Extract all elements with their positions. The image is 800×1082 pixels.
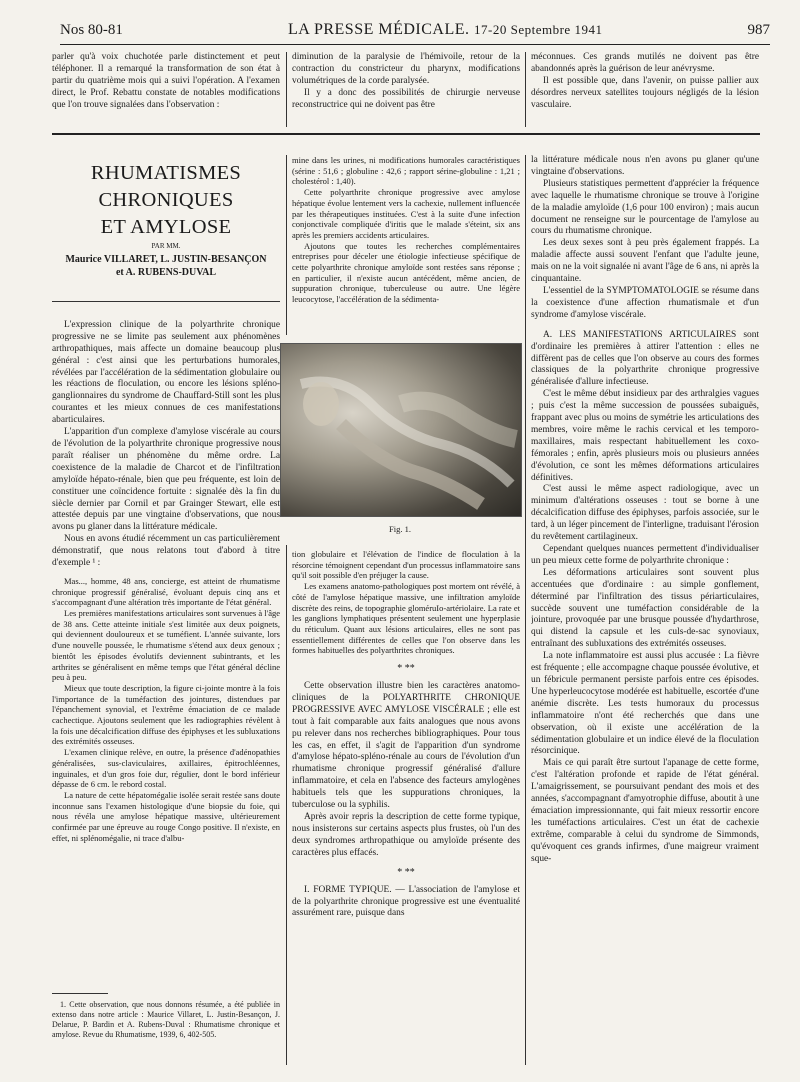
paragraph: la littérature médicale nous n'en avons pu glaner qu'une vingtaine d'observations. [531, 155, 759, 177]
article-column-2-top [292, 155, 520, 339]
paragraph: L'examen clinique relève, en outre, la présence d'adénopathies généralisées, sus-claviculaires, axillaires, épitrochléennes, inguinales, et d'un gros foie dur, régulier, dont le bord inférieur dépasse de 6 cm. le rebord costal. [52, 747, 280, 790]
paragraph: Mais ce qui paraît être surtout l'apanage de cette forme, c'est l'altération profonde et rapide de l'état général. L'amaigrissement, se poursuivant pendant des mois et des années, s'accompagnant d'amyotrophie diffuse, aboutit à une émaciation impressionnante, qui fait mieux ressortir encore les tuméfactions articulaires. C'est un état de cachexie extrême, comparable à celui du syndrome de Simmonds, qu'évoquent ces grands infirmes, d'une maigreur vraiment sque- [531, 758, 759, 864]
paragraph: méconnues. Ces grands mutilés ne doivent pas être abandonnés après la guérison de leur anévrysme. [531, 52, 759, 74]
paragraph: Nous en avons étudié récemment un cas particulièrement démonstratif, que nous relatons tout d'abord à titre d'exemple ¹ : [52, 534, 280, 569]
article-title-line-1: RHUMATISMES CHRONIQUES [90, 162, 242, 211]
paragraph: parler qu'à voix chuchotée parle distinctement et peut téléphoner. Il a remarqué la transformation de son état à partir du quatrième mois qui a suivi l'opération. A l'examen direct, le Prof. Rebattu constate de notables modifications que l'on trouve signalées dans l'observation : [52, 52, 280, 110]
paragraph: mine dans les urines, ni modifications humorales caractéristiques (sérine : 51,6 ; globuline : 42,6 ; rapport sérine-globuline : 1,21 ; cholestérol : 1,40). [292, 155, 520, 187]
paragraph: L'apparition d'un complexe d'amylose viscérale au cours de l'évolution de la polyarthrite chronique progressive nous paraît réaliser un phénomène du même ordre. La coexistence de la maladie de Charcot et de l'infiltration amyloïde hépato-rénale, bien que peu fréquente, est loin de constituer une coïncidence fortuite : signalée dès la fin du siècle dernier par Cornil et par Grainger Stewart, elle est attestée depuis par une vingtaine d'observations, que nous avons pu glaner dans la littérature médicale. [52, 427, 280, 533]
paragraph: Plusieurs statistiques permettent d'apprécier la fréquence avec laquelle le rhumatisme chronique se trouve à l'origine de la maladie amyloïde (1,6 pour 100 environ) ; mais aucun document ne renseigne sur le pourcentage de l'amylose au cours du rhumatisme chronique. [531, 178, 759, 237]
column-rule [525, 155, 526, 1065]
column-rule [286, 155, 287, 335]
journal-name: LA PRESSE MÉDICALE. [288, 21, 470, 38]
section-stars: * ** [397, 663, 415, 675]
patient-figure-icon [281, 344, 521, 516]
column-rule [286, 52, 287, 127]
paragraph: Les deux sexes sont à peu près également frappés. La maladie affecte aussi souvent l'enfant que l'adulte jeune, mais on ne la voit signalée ni avant l'âge de 6 ans, ni après la cinquantaine. [531, 238, 759, 285]
paragraph: I. FORME TYPIQUE. — L'association de l'amylose et de la polyarthrite chronique progressive est une éventualité assurément rare, puisque dans [292, 884, 520, 919]
paragraph: Mieux que toute description, la figure ci-jointe montre à la fois l'importance de la tuméfaction des jointures, distendues par l'épanchement synovial, et l'extrême émaciation de ce malade cachectique. Ajoutons seulement que les radiographies révèlent à la fois une décalcification diffuse des épiphyses et les subluxations des extrémités osseuses. [52, 682, 280, 747]
top-column-3 [531, 52, 759, 127]
top-column-2 [292, 52, 520, 127]
paragraph: tion globulaire et l'élévation de l'indice de floculation à la résorcine témoignent cependant d'un processus inflammatoire sans qu'il soit possible d'en préjuger la cause. [292, 549, 520, 581]
paragraph: Les premières manifestations articulaires sont survenues à l'âge de 38 ans. Cette atteinte initiale s'est limitée aux deux poignets, qui deviennent douloureux et se tuméfient. L'année suivante, lors d'une nouvelle poussée, le rhumatisme s'étend aux deux genoux ; bientôt les épisodes évolutifs deviennent subintrants, et les arthrites se généralisent en même temps que l'état général décline peu à peu. [52, 608, 280, 683]
paragraph: L'expression clinique de la polyarthrite chronique progressive ne se limite pas seulement aux phénomènes arthropathiques, mais affecte un domaine beaucoup plus général : c'est ainsi que les perturbations humorales, révélées par l'accélération de la sédimentation globulaire ou les réactions de floculation, ou encore les lésions spléno-ganglionnaires du syndrome de Chauffard-Still sont les plus courantes et les mieux connues de ces manifestations abarticulaires. [52, 319, 280, 426]
article-column-1 [52, 160, 280, 990]
top-column-1 [52, 52, 280, 127]
paragraph: Les examens anatomo-pathologiques post mortem ont révélé, à côté de l'amylose hépatique massive, une infiltration amyloïde discrète des reins, de topographie gloméruIo-artériolaire. La rate et les ganglions lymphatiques présentent seulement une hyperplasie du réticulum. Quant aux lésions articulaires, elles ne sont pas essentiellement différentes de celles que l'on observe dans les formes habituelles des polyarthrites chroniques. [292, 581, 520, 656]
paragraph: Cette polyarthrite chronique progressive avec amylose hépatique évolue lentement vers la cachexie, nullement influencée par les thérapeutiques instituées. C'est à la suite d'une infection conjonctivale compliquée d'iritis que le malade s'éteint, six ans après les premiers accidents articulaires. [292, 187, 520, 240]
page-header [60, 20, 770, 45]
article-column-3 [531, 155, 759, 1070]
paragraph: A. LES MANIFESTATIONS ARTICULAIRES sont d'ordinaire les premières à attirer l'attention : elles ne diffèrent pas de celles que l'on observe au cours des formes classiques de la polyarthrite chronique progressive généralisée d'allure infectieuse. [531, 329, 759, 388]
authors-line-1: Maurice VILLARET, L. JUSTIN-BESANÇON [65, 253, 267, 265]
by-line: PAR MM. [151, 242, 181, 250]
footnote-text: 1. Cette observation, que nous donnons résumée, a été publiée in extenso dans notre article : Maurice Villaret, L. Justin-Besançon, J. Delarue, P. Bardin et A. Rubens-Duval : Rhumatisme chronique et amylose. Revue du Rhumatisme, 1939, 6, 402-505. [52, 1000, 280, 1039]
figure-caption: Fig. 1. [389, 524, 411, 534]
issue-number: Nos 80-81 [60, 22, 123, 38]
authors-line-2: et A. RUBENS-DUVAL [115, 266, 217, 278]
column-rule [286, 545, 287, 1065]
paragraph: Il est possible que, dans l'avenir, on puisse pallier aux désordres nerveux satellites toujours négligés de la lésion vasculaire. [531, 75, 759, 110]
article-heading [52, 160, 280, 302]
column-rule [525, 52, 526, 127]
article-column-2-bottom [292, 549, 520, 1069]
issue-date: 17-20 Septembre 1941 [474, 22, 603, 37]
paragraph: C'est aussi le même aspect radiologique, avec un minimum d'altérations osseuses : tout se borne à une décalcification diffuse des épiphyses, parfois associée, sur le tard, à un léger pincement de l'interligne, traduisant l'érosion du revêtement cartilagineux. [531, 484, 759, 543]
paragraph: La nature de cette hépatomégalie isolée serait restée sans doute inconnue sans l'examen histologique d'une biopsie du foie, qui nous révéla une amylose hépatique massive, ultérieurement confirmée par une épreuve au rouge Congo positive. Il n'existe, en effet, ni splénomégalie, ni trace d'albu- [52, 790, 280, 843]
paragraph: C'est le même début insidieux par des arthralgies vagues ; puis c'est la même succession de poussées subaiguës, frappant avec plus ou moins de symétrie les articulations des membres, voire même le rachis cervical et les temporo-maxillaires, mais respectant habituellement les coxo-fémorales ; enfin, après plusieurs mois ou plusieurs années d'évolution, ce sont les mêmes déformations articulaires définitives. [531, 389, 759, 483]
footnote [52, 1000, 280, 1040]
paragraph: Mas..., homme, 48 ans, concierge, est atteint de rhumatisme chronique progressif généralisé, évoluant depuis cinq ans et s'accompagnant d'une altération très importante de l'état général. [52, 575, 280, 608]
paragraph: La note inflammatoire est aussi plus accusée : La fièvre est fréquente ; elle accompagne chaque poussée évolutive, et un fébricule permanent persiste parfois entre ces épisodes. Une hyperleucocytose modérée est habituelle, escortée d'une anémie discrète. Les tests humoraux du processus inflammatoire n'ont été recherchés que dans une observation, où il existe une accélération de la sédimentation globulaire et un indice élevé de la floculation résorcinique. [531, 651, 759, 757]
page-number: 987 [747, 22, 770, 38]
paragraph: L'essentiel de la SYMPTOMATOLOGIE se résume dans la coexistence d'une affection rhumatismale et d'un syndrome d'amylose viscérale. [531, 285, 759, 320]
journal-date [288, 21, 602, 39]
article-title-line-2: ET AMYLOSE [100, 216, 232, 238]
paragraph: Après avoir repris la description de cette forme typique, nous insisterons sur certains aspects plus frustes, où l'un des deux syndromes arthropathique ou amyloïde présente des caractères plus effacés. [292, 812, 520, 858]
paragraph: Les déformations articulaires sont souvent plus accentuées que d'ordinaire : au simple gonflement, déterminé par l'infiltration des tissus périarticulaires, succède souvent une tuméfaction considérable de la jointure, provoquée par une brusque poussée d'hydarthrose, qui distend la capsule et les culs-de-sac synoviaux, entraînant des subluxations des extrémités osseuses. [531, 567, 759, 650]
paragraph: Ajoutons que toutes les recherches complémentaires entreprises pour déceler une étiologie infectieuse spécifique de cette polyarthrite chronique amyloïde sont restées sans réponse ; en particulier, il n'existe aucun antécédent, même ancien, de suppuration chronique, tuberculeuse ou autre. Une légère leucocytose, l'accélération de la sédimenta- [292, 240, 520, 305]
paragraph: Cependant quelques nuances permettent d'individualiser un peu mieux cette forme de polyarthrite chronique : [531, 544, 759, 566]
paragraph: Cette observation illustre bien les caractères anatomo-cliniques de la POLYARTHRITE CHRONIQUE PROGRESSIVE AVEC AMYLOSE VISCÉRALE ; elle est tout à fait comparable aux faits analogues que nous avons pu relever dans nos recherches bibliographiques. Pour tous les cas, en effet, il s'agit de l'apparition d'un syndrome d'amylose hépato-spléno-rénale au cours de l'évolution d'un rhumatisme chronique progressif généralisé d'allure inflammatoire, et cela en l'absence des facteurs amylogènes habituels tels que les suppurations chroniques, la tuberculose ou la syphilis. [292, 681, 520, 811]
section-stars: * ** [397, 866, 415, 878]
case-report [52, 576, 280, 844]
section-divider [52, 133, 760, 135]
paragraph: Il y a donc des possibilités de chirurgie nerveuse reconstructrice qui ne doivent pas être [292, 87, 520, 110]
footnote-rule [52, 993, 108, 994]
patient-photograph [280, 343, 522, 517]
paragraph: diminution de la paralysie de l'hémivoile, retour de la contraction du constricteur du pharynx, modifications volumétriques de la corde paralysée. [292, 52, 520, 86]
